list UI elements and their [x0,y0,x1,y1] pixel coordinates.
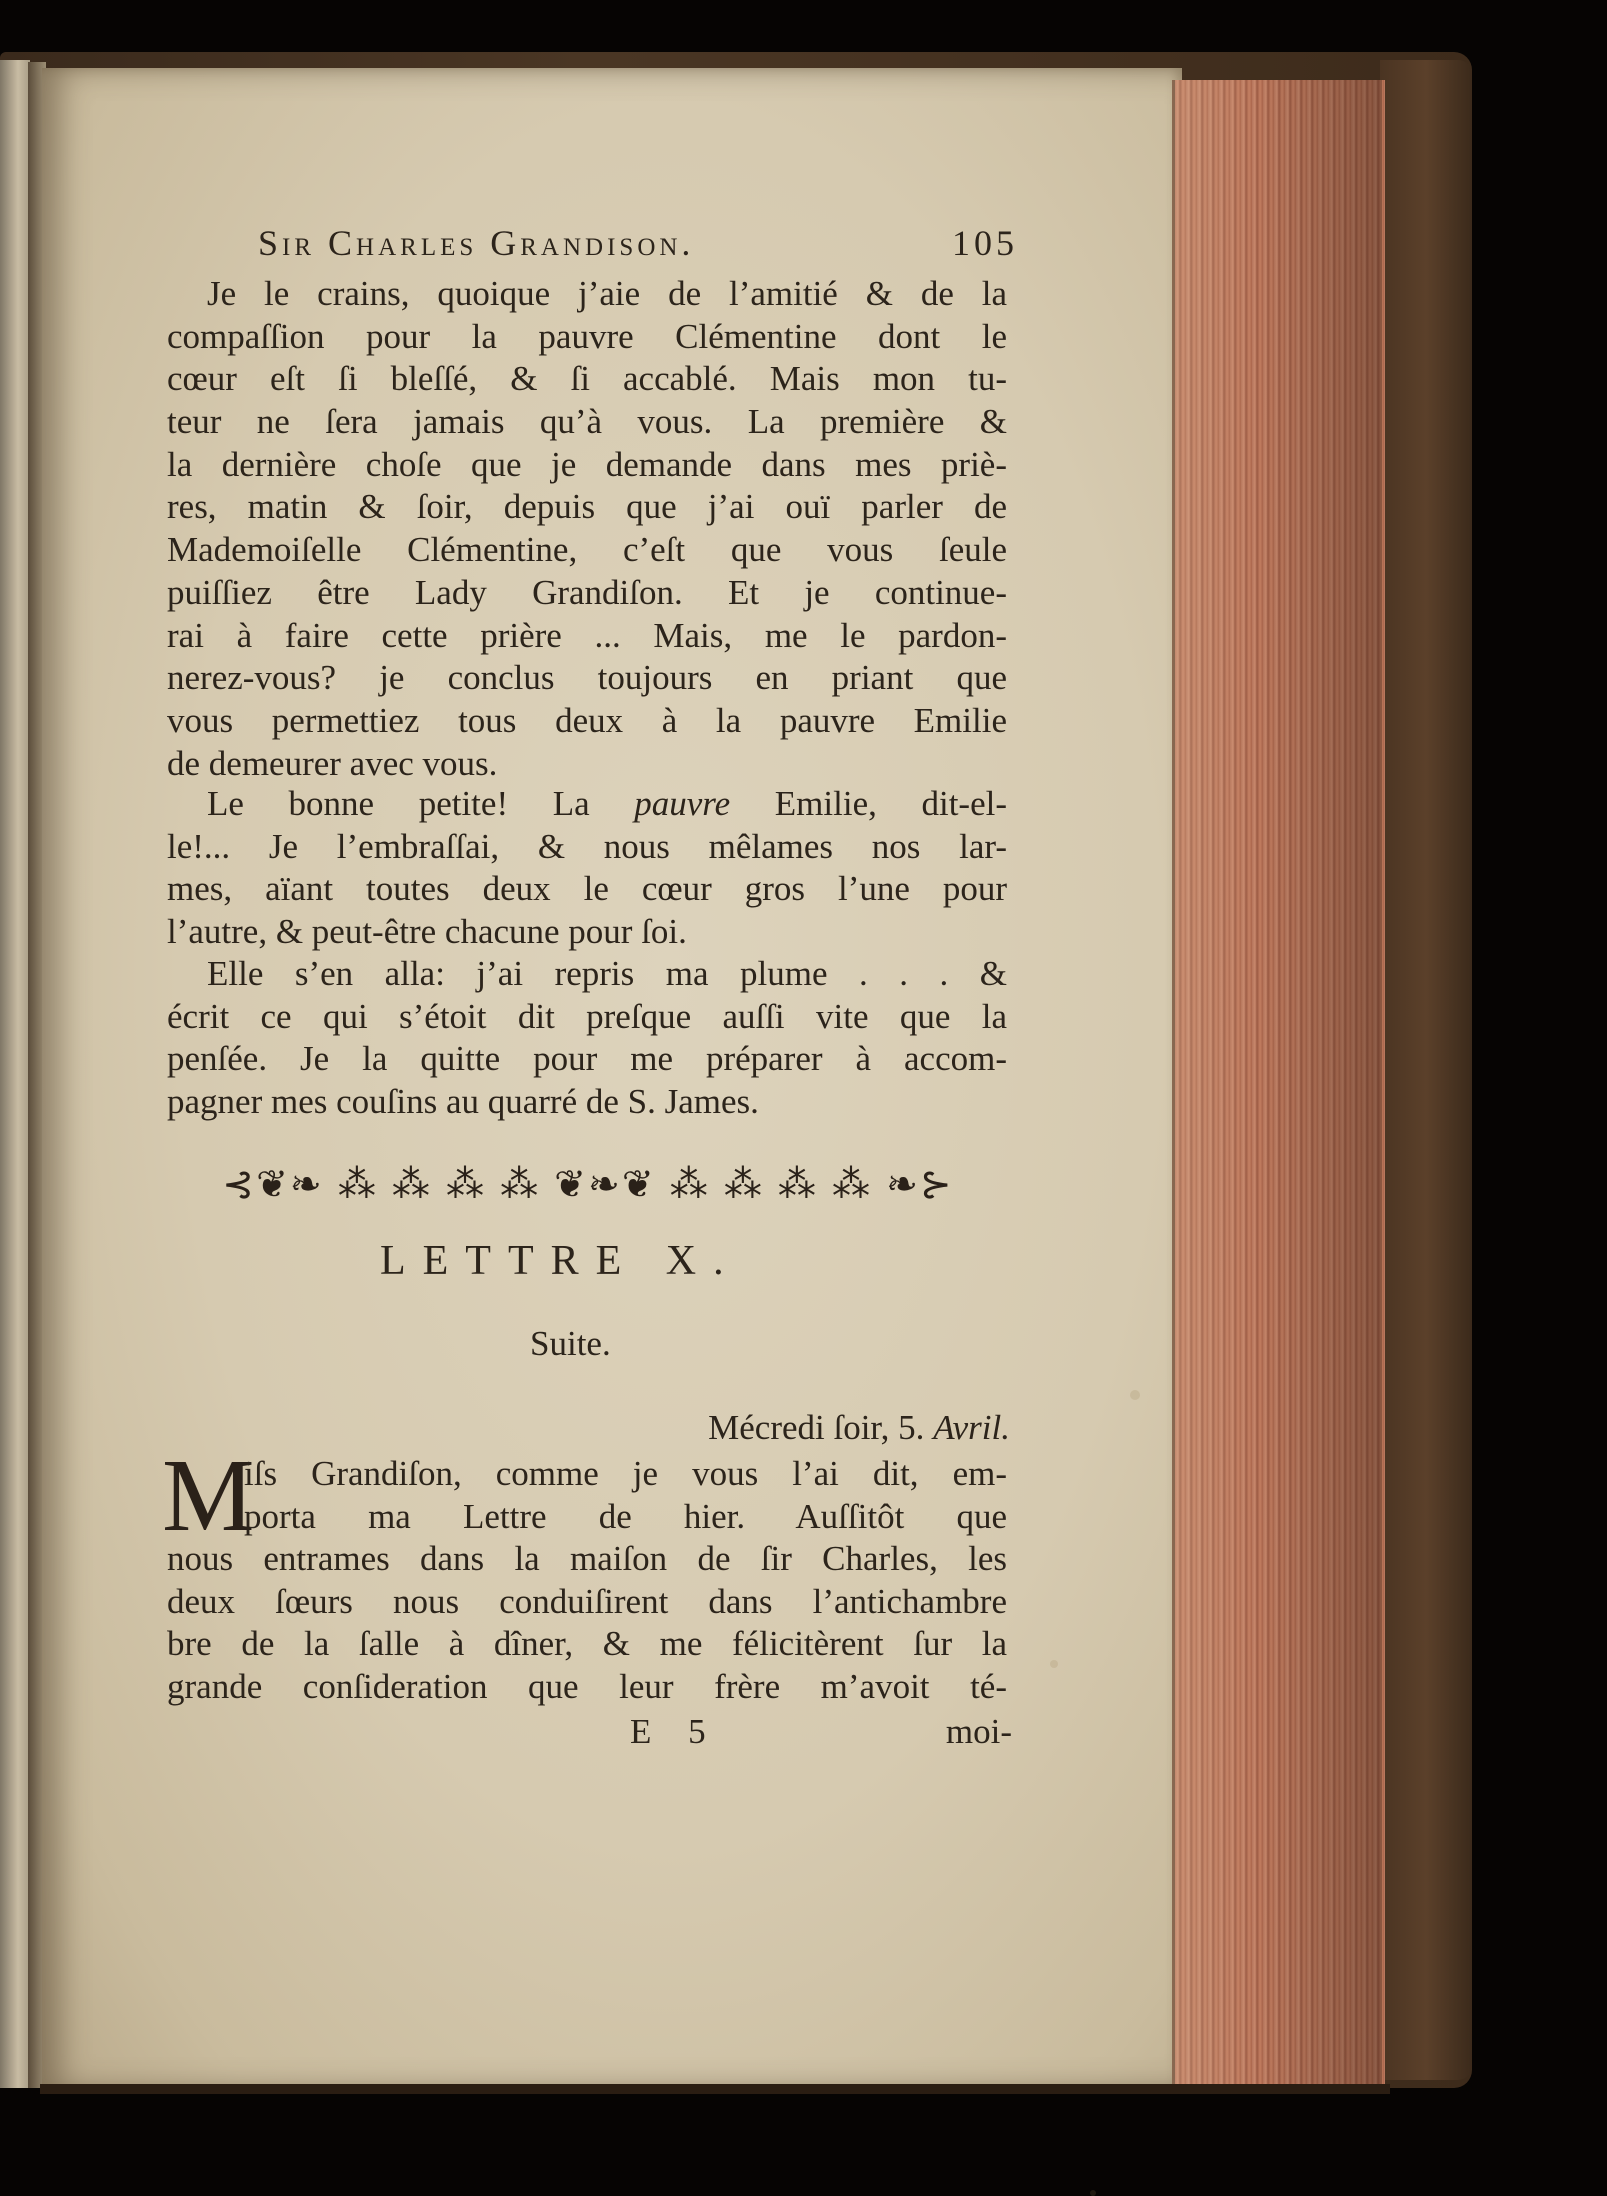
text-line: res, matin & ſoir, depuis que j’ai ouï parler de [167,487,1007,527]
letter-subtitle: Suite. [530,1324,611,1363]
text-line: Le bonne petite! La pauvre Emilie, dit-el- [207,784,1007,823]
text-line: rai à faire cette prière ... Mais, me le pardon- [167,615,1007,655]
leather-cover-edge [1380,60,1472,2080]
drop-cap: M [162,1438,255,1553]
text-line: penſée. Je la quitte pour me préparer à accom- [167,1039,1007,1079]
text-line: compaſſion pour la pauvre Clémentine dont le [167,316,1007,356]
left-page-edge [0,60,30,2088]
text-line: la dernière choſe que je demande dans mes priè- [167,444,1007,484]
text-line: Elle s’en alla: j’ai repris ma plume . . . & [207,954,1007,993]
text-line: puiſſiez être Lady Grandiſon. Et je continue- [167,572,1007,612]
text-line: écrit ce qui s’étoit dit preſque auſſi vite que la [167,996,1007,1036]
text-line: iſs Grandiſon, comme je vous l’ai dit, em- [244,1454,1007,1493]
cover-bottom-rim [40,2084,1390,2094]
dateline-day: Mécredi ſoir, 5. [708,1408,925,1447]
letter-body [167,1539,1007,1710]
page-number: 105 [952,223,1018,263]
foxing-spot [1090,2190,1096,2196]
printers-ornament-band: ⊰❦❧ ⁂ ⁂ ⁂ ⁂ ❦❧❦ ⁂ ⁂ ⁂ ⁂ ❧⊱ [222,1162,954,1206]
text-line: l’autre, & peut-être chacune pour ſoi. [167,912,687,952]
text-line: pagner mes couſins au quarré de S. James. [167,1082,759,1122]
text-line: Mademoiſelle Clémentine, c’eſt que vous ſeule [167,530,1007,570]
running-head-title: Sir Charles Grandison. [258,223,695,263]
foxing-spot [1130,1390,1140,1400]
letter-opening-lines [244,1454,1007,1539]
paragraph-3 [167,954,1007,1125]
text-line: cœur eſt ſi bleſſé, & ſi accablé. Mais mon tu- [167,359,1007,399]
page-fore-edge-shading [1172,80,1382,2085]
text-line: le!... Je l’embraſſai, & nous mêlames nos lar- [167,826,1007,866]
text-line: nous entrames dans la maiſon de ſir Charles, les [167,1539,1007,1578]
foxing-spot [1050,1660,1058,1668]
text-line: bre de la ſalle à dîner, & me félicitèrent ſur la [167,1624,1007,1664]
text-line: grande conſideration que leur frère m’avoit té- [167,1667,1007,1707]
text-line: vous permettiez tous deux à la pauvre Emilie [167,700,1007,740]
paragraph-1 [167,274,1007,786]
text-line: nerez-vous? je conclus toujours en priant que [167,658,1007,698]
running-head [258,222,1018,266]
text-line: deux ſœurs nous conduiſirent dans l’antichambre [167,1581,1007,1621]
signature-mark: E 5 [630,1712,720,1751]
letter-heading: LETTRE X. [380,1238,741,1284]
dateline-month: Avril. [933,1408,1010,1447]
text-line: porta ma Lettre de hier. Auſſitôt que [244,1496,1007,1536]
text-line: teur ne ſera jamais qu’à vous. La première & [167,402,1007,442]
letter-dateline [560,1408,1010,1454]
text-line: mes, aïant toutes deux le cœur gros l’une pour [167,869,1007,909]
paragraph-2 [167,784,1007,955]
text-line: de demeurer avec vous. [167,743,498,783]
catchword: moi- [945,1712,1012,1751]
text-line: Je le crains, quoique j’aie de l’amitié & de la [207,274,1007,313]
